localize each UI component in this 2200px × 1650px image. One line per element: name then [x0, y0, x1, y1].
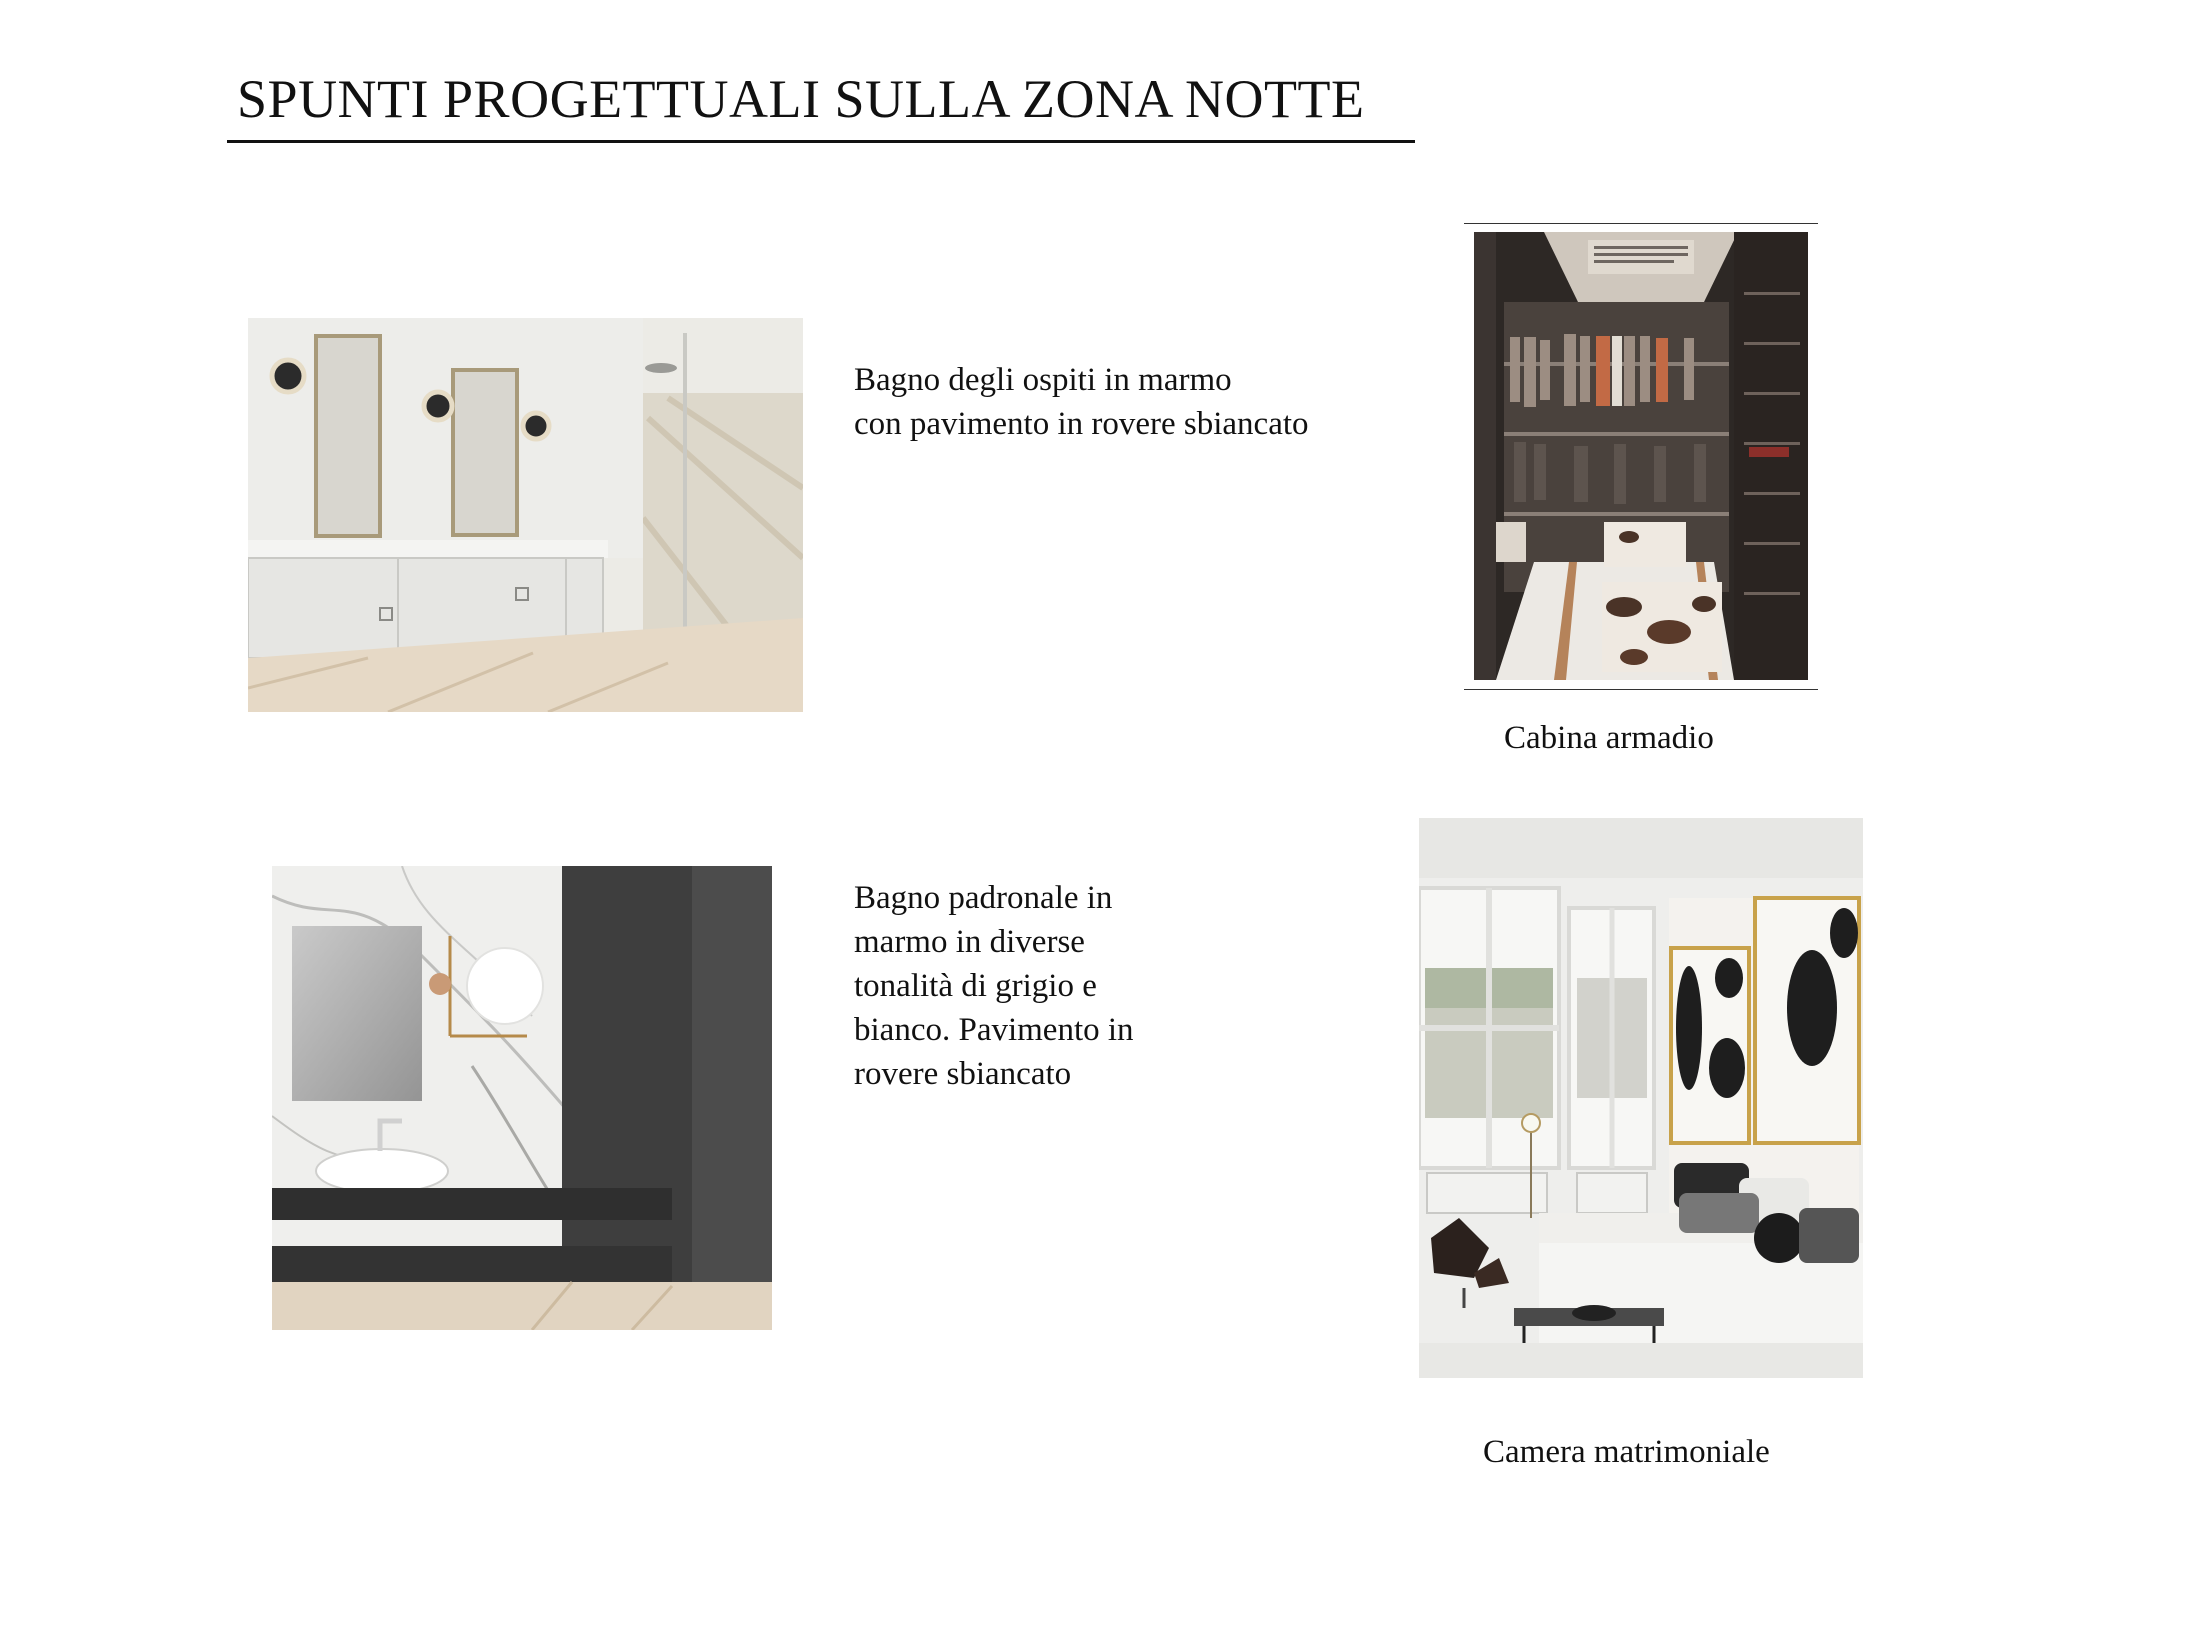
caption-line: con pavimento in rovere sbiancato: [854, 406, 1309, 442]
caption-line: marmo in diverse: [854, 924, 1085, 960]
closet-bottom-rule: [1464, 689, 1818, 690]
master-bath-caption: [854, 876, 1134, 1096]
bedroom-caption: Camera matrimoniale: [1483, 1434, 1770, 1470]
closet-top-rule: [1464, 223, 1818, 224]
caption-line: Bagno padronale in: [854, 880, 1113, 916]
page-title: SPUNTI PROGETTUALI SULLA ZONA NOTTE: [237, 69, 1365, 129]
caption-line: rovere sbiancato: [854, 1056, 1072, 1092]
caption-line: tonalità di grigio e: [854, 968, 1097, 1004]
master-bedroom-photo: [1419, 818, 1863, 1378]
walk-in-closet-photo: [1474, 232, 1808, 680]
title-underline: [227, 140, 1415, 143]
master-bathroom-photo: [272, 866, 772, 1330]
guest-bathroom-photo: [248, 318, 803, 712]
caption-line: bianco. Pavimento in: [854, 1012, 1134, 1048]
caption-line: Bagno degli ospiti in marmo: [854, 362, 1232, 398]
guest-bath-caption: [854, 358, 1309, 446]
walk-in-caption: Cabina armadio: [1504, 720, 1714, 756]
